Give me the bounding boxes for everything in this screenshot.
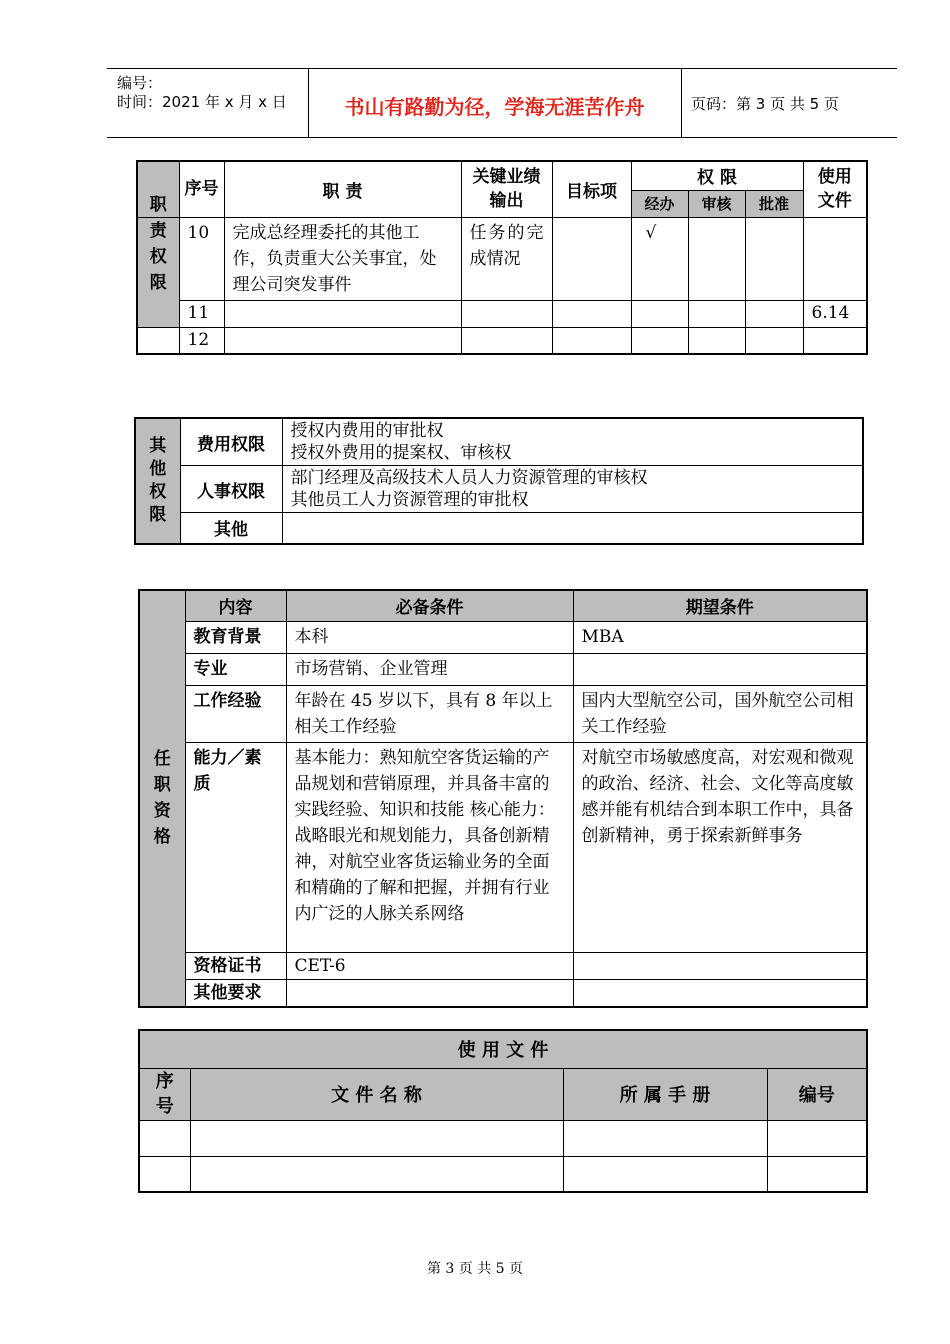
document-number-label: 编号：	[117, 74, 163, 92]
table-cell-duty	[224, 327, 461, 354]
qualification-required: 本科	[286, 621, 573, 653]
authority-text-personnel	[282, 466, 863, 513]
authority-line: 授权外费用的提案权、审核权	[290, 443, 512, 463]
header-motto: 书山有路勤为径，学海无涯苦作舟	[344, 95, 645, 119]
table-cell-seq	[139, 1120, 190, 1156]
duties-section-label: 职	[137, 161, 179, 217]
column-header-target: 目标项	[552, 161, 631, 217]
table-cell-seq	[139, 1156, 190, 1192]
other-authority-section-label: 其他权限	[135, 418, 180, 544]
table-cell-number	[767, 1120, 867, 1156]
table-cell-target	[552, 300, 631, 327]
column-header-required: 必备条件	[286, 590, 573, 621]
column-header-duty: 职 责	[224, 161, 461, 217]
table-cell-review	[688, 327, 745, 354]
column-header-review: 审核	[688, 190, 745, 217]
column-header-handle: 经办	[631, 190, 688, 217]
table-cell-seq: 12	[179, 327, 224, 354]
authority-text-expense	[282, 418, 863, 466]
qualification-label: 教育背景	[185, 621, 286, 653]
qualification-expected	[573, 952, 867, 979]
authority-line: 授权内费用的审批权	[290, 421, 444, 441]
authority-text-other	[282, 513, 863, 544]
qualification-label: 其他要求	[185, 979, 286, 1007]
table-cell-handle	[631, 327, 688, 354]
column-header-number: 编号	[767, 1068, 867, 1120]
column-header-file-name: 文 件 名 称	[190, 1068, 563, 1120]
qualification-label: 能力／素质	[185, 742, 286, 952]
qualification-required: 年龄在 45 岁以下，具有 8 年以上相关工作经验	[286, 685, 573, 742]
table-cell-output	[461, 300, 552, 327]
table-cell-manual	[563, 1156, 767, 1192]
qualification-required: 基本能力：熟知航空客货运输的产品规划和营销原理，并具备丰富的实践经验、知识和技能 核心能力：战略眼光和规划能力，具备创新精神，对航空业客货运输业务的全面和精确的了解和把握，并拥有行业内广泛的人脉关系网络	[286, 742, 573, 952]
column-header-manual: 所 属 手 册	[563, 1068, 767, 1120]
table-cell-file-name	[190, 1156, 563, 1192]
table-cell-review	[688, 217, 745, 300]
qualification-expected: 对航空市场敏感度高，对宏观和微观的政治、经济、社会、文化等高度敏感并能有机结合到本职工作中，具备创新精神，勇于探索新鲜事务	[573, 742, 867, 952]
table-cell-duty	[224, 300, 461, 327]
table-cell-empty	[137, 327, 179, 354]
authority-line: 其他员工人力资源管理的审批权	[290, 490, 529, 510]
header-page-number: 页码：第 3 页 共 5 页	[691, 95, 839, 113]
column-header-authority: 权 限	[631, 161, 803, 190]
table-cell-review	[688, 300, 745, 327]
page-header	[107, 68, 897, 138]
duties-section-label-cont: 责 权 限	[137, 217, 179, 327]
column-header-approve: 批准	[745, 190, 803, 217]
table-cell-document	[803, 327, 867, 354]
qualification-label: 专业	[185, 653, 286, 685]
column-header-document: 使用文件	[803, 161, 867, 217]
table-cell-file-name	[190, 1120, 563, 1156]
table-cell-number	[767, 1156, 867, 1192]
qualification-required: CET-6	[286, 952, 573, 979]
table-cell-seq: 11	[179, 300, 224, 327]
qualification-required: 市场营销、企业管理	[286, 653, 573, 685]
qualifications-section-label: 任职资格	[139, 590, 185, 1007]
qualifications-table	[138, 589, 868, 1008]
table-cell-document: 6.14	[803, 300, 867, 327]
table-cell-output: 任务的完成情况	[461, 217, 552, 300]
qualification-expected: 国内大型航空公司，国外航空公司相关工作经验	[573, 685, 867, 742]
table-cell-handle	[631, 300, 688, 327]
table-cell-target	[552, 327, 631, 354]
table-cell-output	[461, 327, 552, 354]
documents-title: 使 用 文 件	[139, 1030, 867, 1068]
table-cell-approve	[745, 327, 803, 354]
authority-line: 部门经理及高级技术人员人力资源管理的审核权	[290, 468, 648, 488]
table-cell-duty: 完成总经理委托的其他工作，负责重大公关事宜，处理公司突发事件	[224, 217, 461, 300]
qualification-expected	[573, 653, 867, 685]
table-cell-approve	[745, 300, 803, 327]
authority-label-other: 其他	[180, 513, 282, 544]
table-cell-manual	[563, 1120, 767, 1156]
duties-table	[136, 160, 868, 355]
document-date-label: 时间：2021 年 x 月 x 日	[117, 93, 287, 111]
qualification-required	[286, 979, 573, 1007]
column-header-seq: 序号	[139, 1068, 190, 1120]
qualification-label: 工作经验	[185, 685, 286, 742]
table-cell-document	[803, 217, 867, 300]
page-footer: 第 3 页 共 5 页	[426, 1261, 524, 1277]
authority-label-personnel: 人事权限	[180, 466, 282, 513]
header-divider	[681, 69, 682, 137]
table-cell-target	[552, 217, 631, 300]
qualification-label: 资格证书	[185, 952, 286, 979]
check-mark-icon: √	[631, 217, 688, 300]
table-cell-approve	[745, 217, 803, 300]
table-cell-seq: 10	[179, 217, 224, 300]
authority-label-expense: 费用权限	[180, 418, 282, 466]
documents-table	[138, 1029, 868, 1193]
other-authority-table	[134, 417, 864, 545]
qualification-expected	[573, 979, 867, 1007]
column-header-content: 内容	[185, 590, 286, 621]
column-header-output: 关键业绩输出	[461, 161, 552, 217]
column-header-expected: 期望条件	[573, 590, 867, 621]
column-header-seq: 序号	[179, 161, 224, 217]
qualification-expected: MBA	[573, 621, 867, 653]
